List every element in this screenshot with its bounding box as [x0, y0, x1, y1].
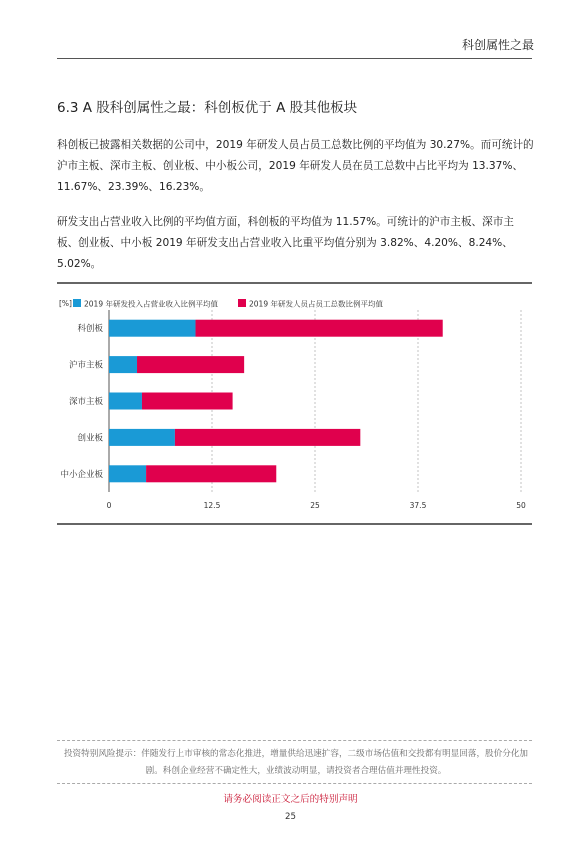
special-notice: 请务必阅读正文之后的特别声明 — [223, 794, 358, 805]
x-tick-label-0: 0 — [106, 501, 112, 510]
legend-label-1: 2019 年研发人员占员工总数比例平均值 — [249, 299, 383, 309]
x-tick-label-4: 50 — [516, 501, 526, 510]
legend-swatch-1 — [238, 299, 246, 307]
header-rule — [57, 58, 532, 59]
category-label-0: 科创板 — [77, 324, 103, 335]
bar-2-series-1 — [142, 393, 233, 410]
legend-swatch-0 — [73, 299, 81, 307]
category-label-1: 沪市主板 — [68, 360, 103, 371]
legend-label-0: 2019 年研发投入占营业收入比例平均值 — [84, 299, 218, 309]
footer-rule-top — [57, 740, 532, 741]
section-title: 6.3 A 股科创属性之最：科创板优于 A 股其他板块 — [57, 100, 358, 116]
bar-4-series-0 — [109, 465, 146, 482]
x-tick-label-3: 37.5 — [409, 501, 427, 510]
risk-disclaimer: 投资特别风险提示：伴随发行上市审核的常态化推进，增量供给迅速扩容，二级市场估值和交投都有明显回落，股价分化加剧。科创企业经营不确定性大，业绩波动明显，请投资者合理估值并理性投资。 — [63, 749, 529, 776]
x-tick-label-1: 12.5 — [203, 501, 221, 510]
bar-4-series-1 — [146, 465, 276, 482]
bar-0-series-1 — [196, 320, 443, 337]
category-label-2: 深市主板 — [68, 397, 103, 407]
bar-3-series-0 — [109, 429, 175, 446]
footer-rule-bottom — [57, 783, 532, 784]
chart-unit-label: [%] — [59, 299, 72, 308]
header-title: 科创属性之最 — [461, 38, 534, 52]
x-tick-label-2: 25 — [310, 501, 320, 510]
bar-0-series-0 — [109, 320, 196, 337]
paragraph-1: 科创板已披露相关数据的公司中，2019 年研发人员占员工总数比例的平均值为 30.27%。而可统计的沪市主板、深市主板、创业板、中小板公司，2019 年研发人员在员工总数中占比平均为 13.37%、11.67%、23.39%、16.23%。 — [57, 139, 534, 193]
chart-svg — [57, 282, 532, 525]
stacked-bar-chart — [57, 282, 532, 525]
category-label-4: 中小企业板 — [60, 469, 103, 480]
category-label-3: 创业板 — [77, 433, 103, 444]
bar-2-series-0 — [109, 393, 142, 410]
bar-3-series-1 — [175, 429, 360, 446]
paragraph-2: 研发支出占营业收入比例的平均值方面，科创板的平均值为 11.57%。可统计的沪市主板、深市主板、创业板、中小板 2019 年研发支出占营业收入比重平均值分别为 3.82%、4.20%、8.24%、5.02%。 — [57, 216, 514, 270]
bar-1-series-0 — [109, 356, 137, 373]
bar-1-series-1 — [137, 356, 244, 373]
page-number: 25 — [285, 812, 296, 822]
